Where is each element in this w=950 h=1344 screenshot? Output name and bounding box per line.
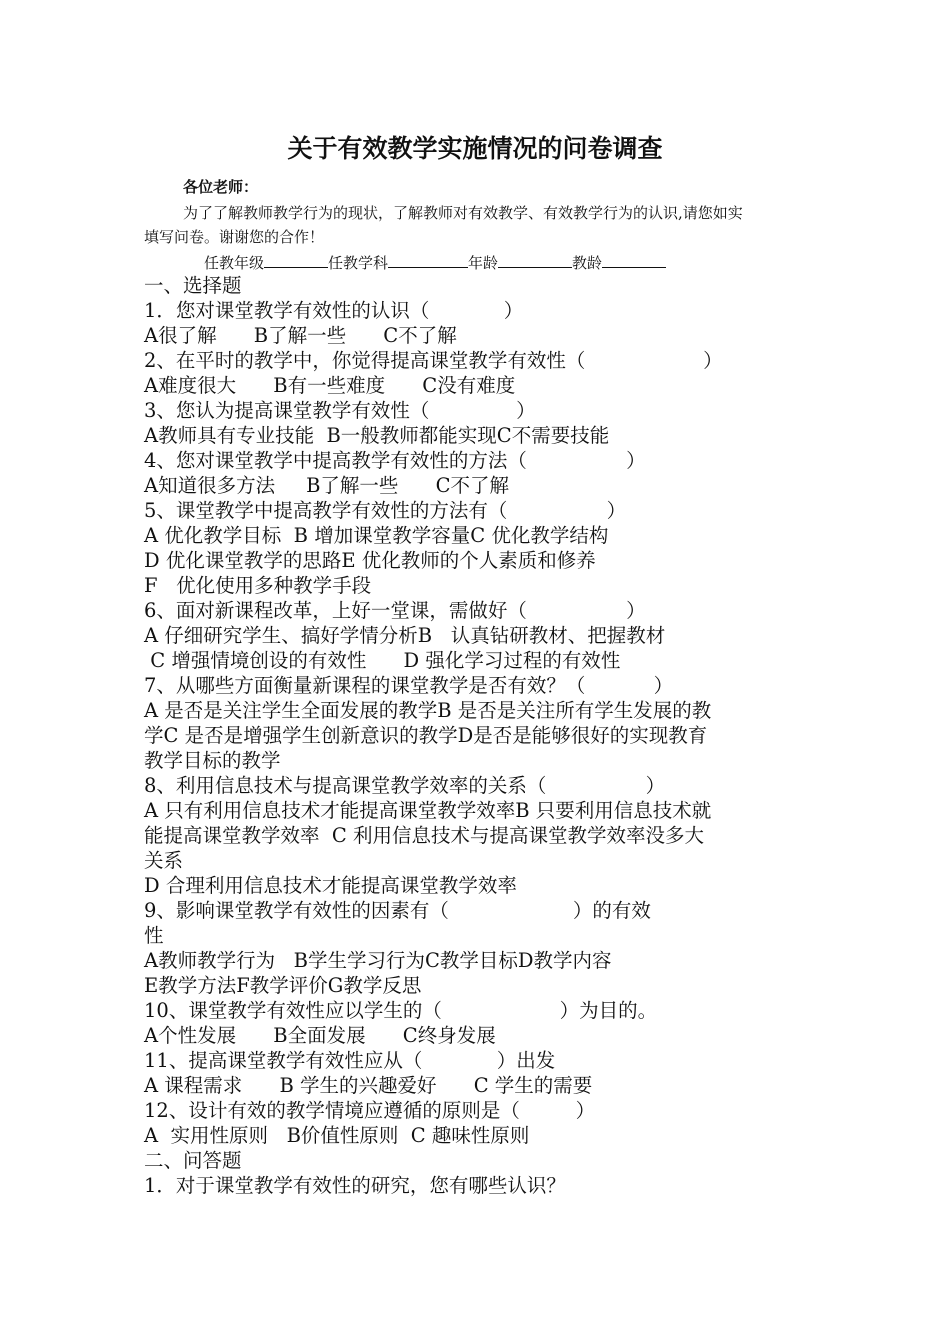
option-line: C 增强情境创设的有效性 D 强化学习过程的有效性 — [144, 649, 621, 672]
age-blank — [498, 251, 572, 268]
option-line: A教师具有专业技能 B一般教师都能实现C不需要技能 — [144, 424, 610, 447]
option-line: 能提高课堂教学效率 C 利用信息技术与提高课堂教学效率没多大 — [144, 824, 705, 847]
question-line: 2、在平时的教学中，你觉得提高课堂教学有效性（ ） — [144, 349, 723, 372]
question-line: 5、课堂教学中提高教学有效性的方法有（ ） — [144, 499, 627, 522]
question-line: 7、从哪些方面衡量新课程的课堂教学是否有效？（ ） — [144, 674, 674, 697]
question-line: 1．您对课堂教学有效性的认识（ ） — [144, 299, 524, 322]
subject-label: 任教学科 — [328, 254, 389, 272]
option-line: D 优化课堂教学的思路E 优化教师的个人素质和修养 — [144, 549, 596, 572]
grade-blank — [264, 251, 328, 268]
option-line: A 仔细研究学生、搞好学情分析B 认真钻研教材、把握教材 — [144, 624, 666, 647]
question-line: 12、设计有效的教学情境应遵循的原则是（ ） — [144, 1099, 596, 1122]
greeting: 各位老师： — [183, 178, 259, 196]
grade-label: 任教年级 — [204, 254, 265, 272]
section-heading: 一、选择题 — [144, 274, 242, 297]
option-line: F 优化使用多种教学手段 — [144, 574, 372, 597]
document-title: 关于有效教学实施情况的问卷调查 — [287, 134, 663, 163]
option-line: A 只有利用信息技术才能提高课堂教学效率B 只要利用信息技术就 — [144, 799, 712, 822]
option-line: D 合理利用信息技术才能提高课堂教学效率 — [144, 874, 517, 897]
option-line: A 优化教学目标 B 增加课堂教学容量C 优化教学结构 — [144, 524, 609, 547]
option-line: 学C 是否是增强学生创新意识的教学D是否是能够很好的实现教育 — [144, 724, 708, 747]
teaching-years-blank — [602, 251, 666, 268]
option-line: E教学方法F教学评价G教学反思 — [144, 974, 422, 997]
option-line: A教师教学行为 B学生学习行为C教学目标D教学内容 — [144, 949, 612, 972]
age-label: 年龄 — [468, 254, 499, 272]
form-fields-row — [204, 251, 666, 275]
option-line: A 课程需求 B 学生的兴趣爱好 C 学生的需要 — [144, 1074, 593, 1097]
question-line: 1．对于课堂教学有效性的研究，您有哪些认识？ — [144, 1174, 566, 1197]
question-line: 3、您认为提高课堂教学有效性（ ） — [144, 399, 536, 422]
option-line: A很了解 B了解一些 C不了解 — [144, 324, 457, 347]
option-line: 教学目标的教学 — [144, 749, 281, 772]
teaching-years-label: 教龄 — [572, 254, 603, 272]
question-line: 9、影响课堂教学有效性的因素有（ ）的有效 — [144, 899, 651, 922]
option-line: 关系 — [144, 849, 184, 872]
section-heading: 二、问答题 — [144, 1149, 242, 1172]
question-line: 4、您对课堂教学中提高教学有效性的方法（ ） — [144, 449, 646, 472]
option-line: A个性发展 B全面发展 C终身发展 — [144, 1024, 496, 1047]
question-line: 10、课堂教学有效性应以学生的（ ）为目的。 — [144, 999, 658, 1022]
intro-line-1: 为了了解教师教学行为的现状，了解教师对有效教学、有效教学行为的认识,请您如实 — [183, 204, 743, 222]
option-line: A知道很多方法 B了解一些 C不了解 — [144, 474, 510, 497]
option-line: A难度很大 B有一些难度 C没有难度 — [144, 374, 516, 397]
question-line: 性 — [144, 924, 164, 947]
question-line: 8、利用信息技术与提高课堂教学效率的关系（ ） — [144, 774, 666, 797]
option-line: A 实用性原则 B价值性原则 C 趣味性原则 — [144, 1124, 530, 1147]
subject-blank — [388, 251, 468, 268]
question-line: 11、提高课堂教学有效性应从（ ）出发 — [144, 1049, 556, 1072]
question-line: 6、面对新课程改革，上好一堂课，需做好（ ） — [144, 599, 646, 622]
option-line: A 是否是关注学生全面发展的教学B 是否是关注所有学生发展的教 — [144, 699, 712, 722]
intro-line-2: 填写问卷。谢谢您的合作！ — [144, 228, 325, 246]
